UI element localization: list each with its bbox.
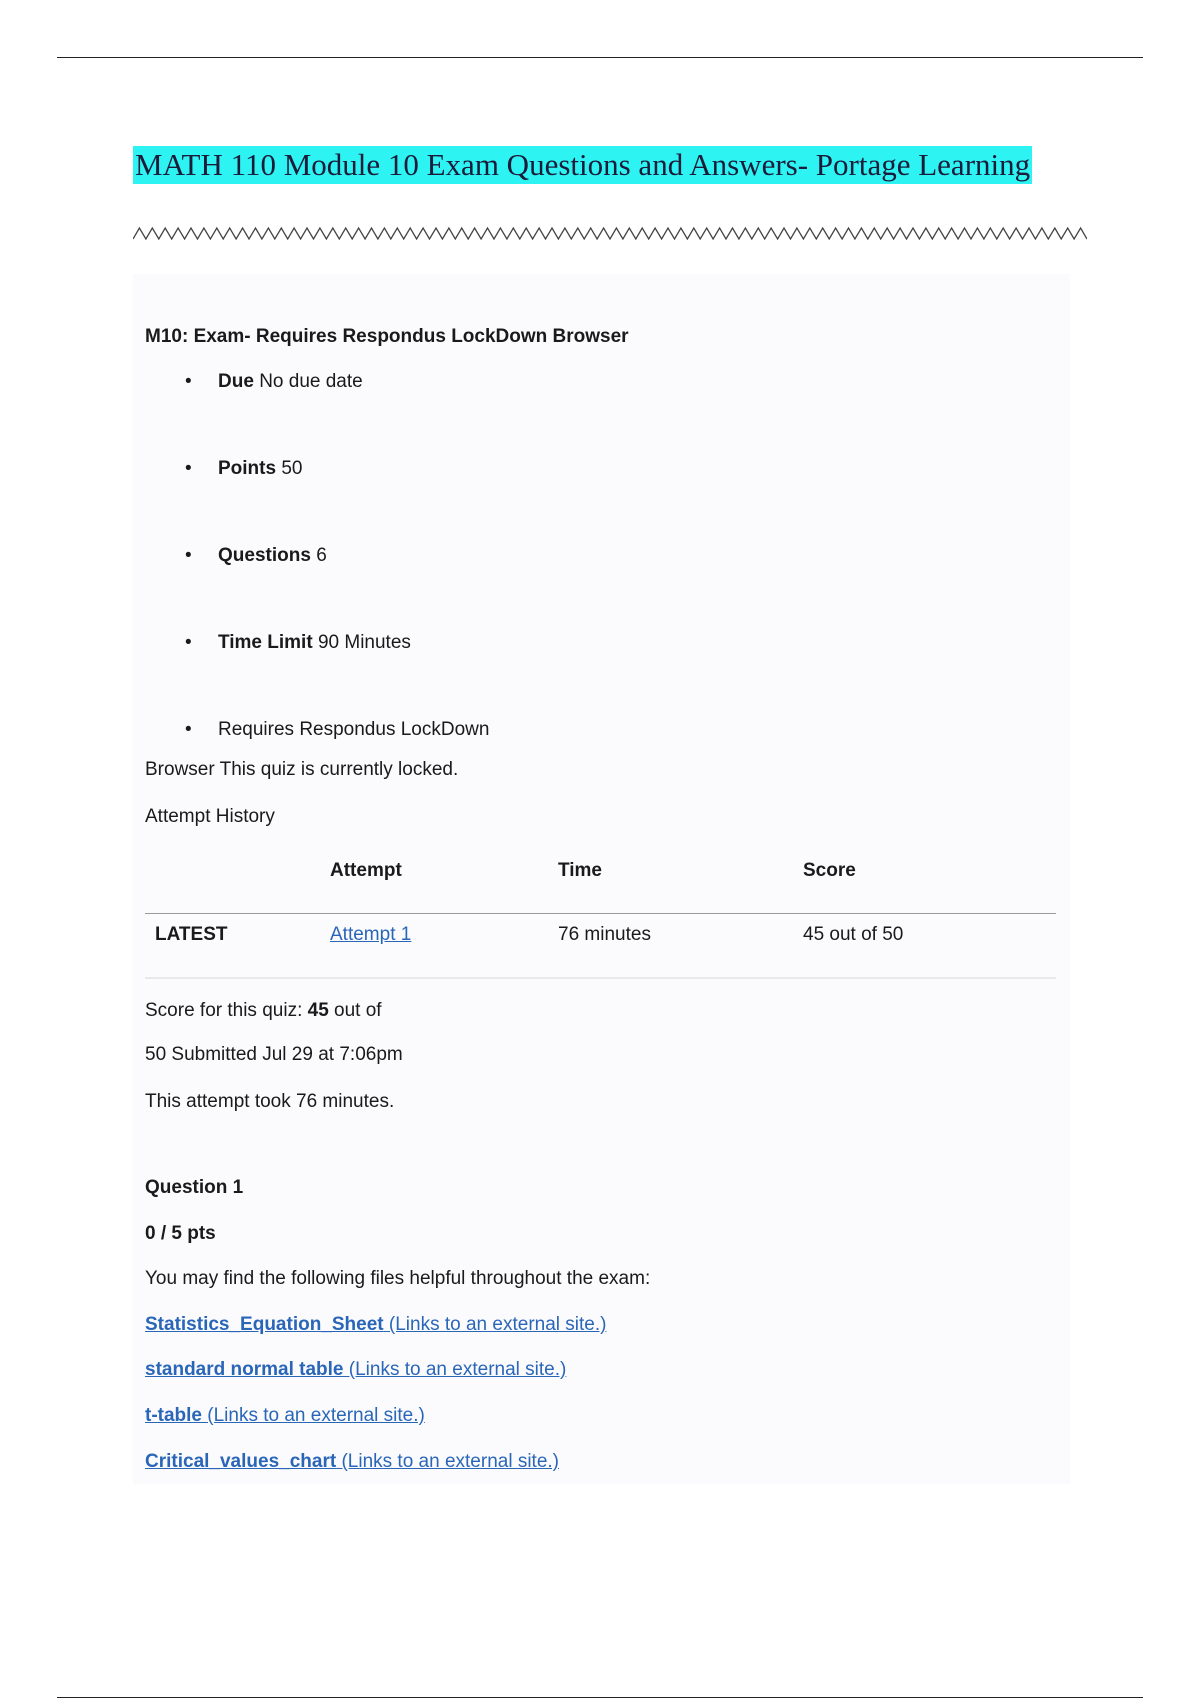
title-block xyxy=(133,146,1032,184)
file-name: Critical_values_chart xyxy=(145,1451,337,1472)
external-note: (Links to an external site.) xyxy=(343,1359,567,1380)
file-link-critical-values xyxy=(145,1451,559,1473)
normal-table-link[interactable] xyxy=(145,1359,566,1380)
file-name: Statistics_Equation_Sheet xyxy=(145,1314,384,1335)
duration-line: This attempt took 76 minutes. xyxy=(145,1091,395,1112)
detail-value: No due date xyxy=(259,371,363,392)
bullet-icon: • xyxy=(185,545,192,566)
zigzag-line xyxy=(133,226,1087,240)
score-value: 45 xyxy=(307,1000,329,1021)
exam-heading: M10: Exam- Requires Respondus LockDown Browser xyxy=(145,326,629,347)
bullet-icon: • xyxy=(185,719,192,740)
attempt-1-link[interactable]: Attempt 1 xyxy=(330,924,412,945)
file-link-normal-table xyxy=(145,1359,566,1381)
zigzag-separator xyxy=(133,226,1087,240)
detail-label: Time Limit xyxy=(218,632,313,653)
column-header-time: Time xyxy=(558,860,603,881)
file-name: t-table xyxy=(145,1405,202,1426)
column-header-score: Score xyxy=(803,860,856,881)
score-prefix: Score for this quiz: xyxy=(145,1000,308,1021)
bullet-icon: • xyxy=(185,632,192,653)
score-line xyxy=(145,1000,382,1022)
submitted-line: 50 Submitted Jul 29 at 7:06pm xyxy=(145,1044,403,1065)
column-header-attempt: Attempt xyxy=(330,860,402,881)
attempt-time: 76 minutes xyxy=(558,924,651,945)
equation-sheet-link[interactable] xyxy=(145,1314,606,1335)
external-note: (Links to an external site.) xyxy=(383,1314,607,1335)
file-link-t-table xyxy=(145,1405,425,1427)
table-header-divider xyxy=(145,913,1056,914)
attempt-history-label: Attempt History xyxy=(145,806,275,827)
detail-value: 50 xyxy=(281,458,303,479)
document-title: MATH 110 Module 10 Exam Questions and Answers- Portage Learning xyxy=(135,147,1031,182)
external-note: (Links to an external site.) xyxy=(336,1451,559,1472)
bottom-rule xyxy=(57,1697,1143,1698)
detail-value: 6 xyxy=(316,545,327,566)
top-rule xyxy=(57,57,1143,58)
lock-note: Browser This quiz is currently locked. xyxy=(145,759,459,780)
detail-label: Points xyxy=(218,458,277,479)
files-intro: You may find the following files helpful throughout the exam: xyxy=(145,1268,651,1289)
attempt-score: 45 out of 50 xyxy=(803,924,904,945)
bullet-icon: • xyxy=(185,371,192,392)
latest-tag: LATEST xyxy=(155,924,228,945)
file-link-equation-sheet xyxy=(145,1314,606,1336)
critical-values-link[interactable] xyxy=(145,1451,559,1472)
table-bottom-divider xyxy=(145,977,1056,979)
question-title: Question 1 xyxy=(145,1177,244,1198)
external-note: (Links to an external site.) xyxy=(202,1405,425,1426)
bullet-icon: • xyxy=(185,458,192,479)
t-table-link[interactable] xyxy=(145,1405,425,1426)
detail-label: Due xyxy=(218,371,254,392)
detail-value: Requires Respondus LockDown xyxy=(218,719,490,740)
detail-value: 90 Minutes xyxy=(317,632,411,653)
file-name: standard normal table xyxy=(145,1359,344,1380)
question-points: 0 / 5 pts xyxy=(145,1223,216,1244)
detail-label: Questions xyxy=(218,545,311,566)
score-suffix: out of xyxy=(328,1000,382,1021)
